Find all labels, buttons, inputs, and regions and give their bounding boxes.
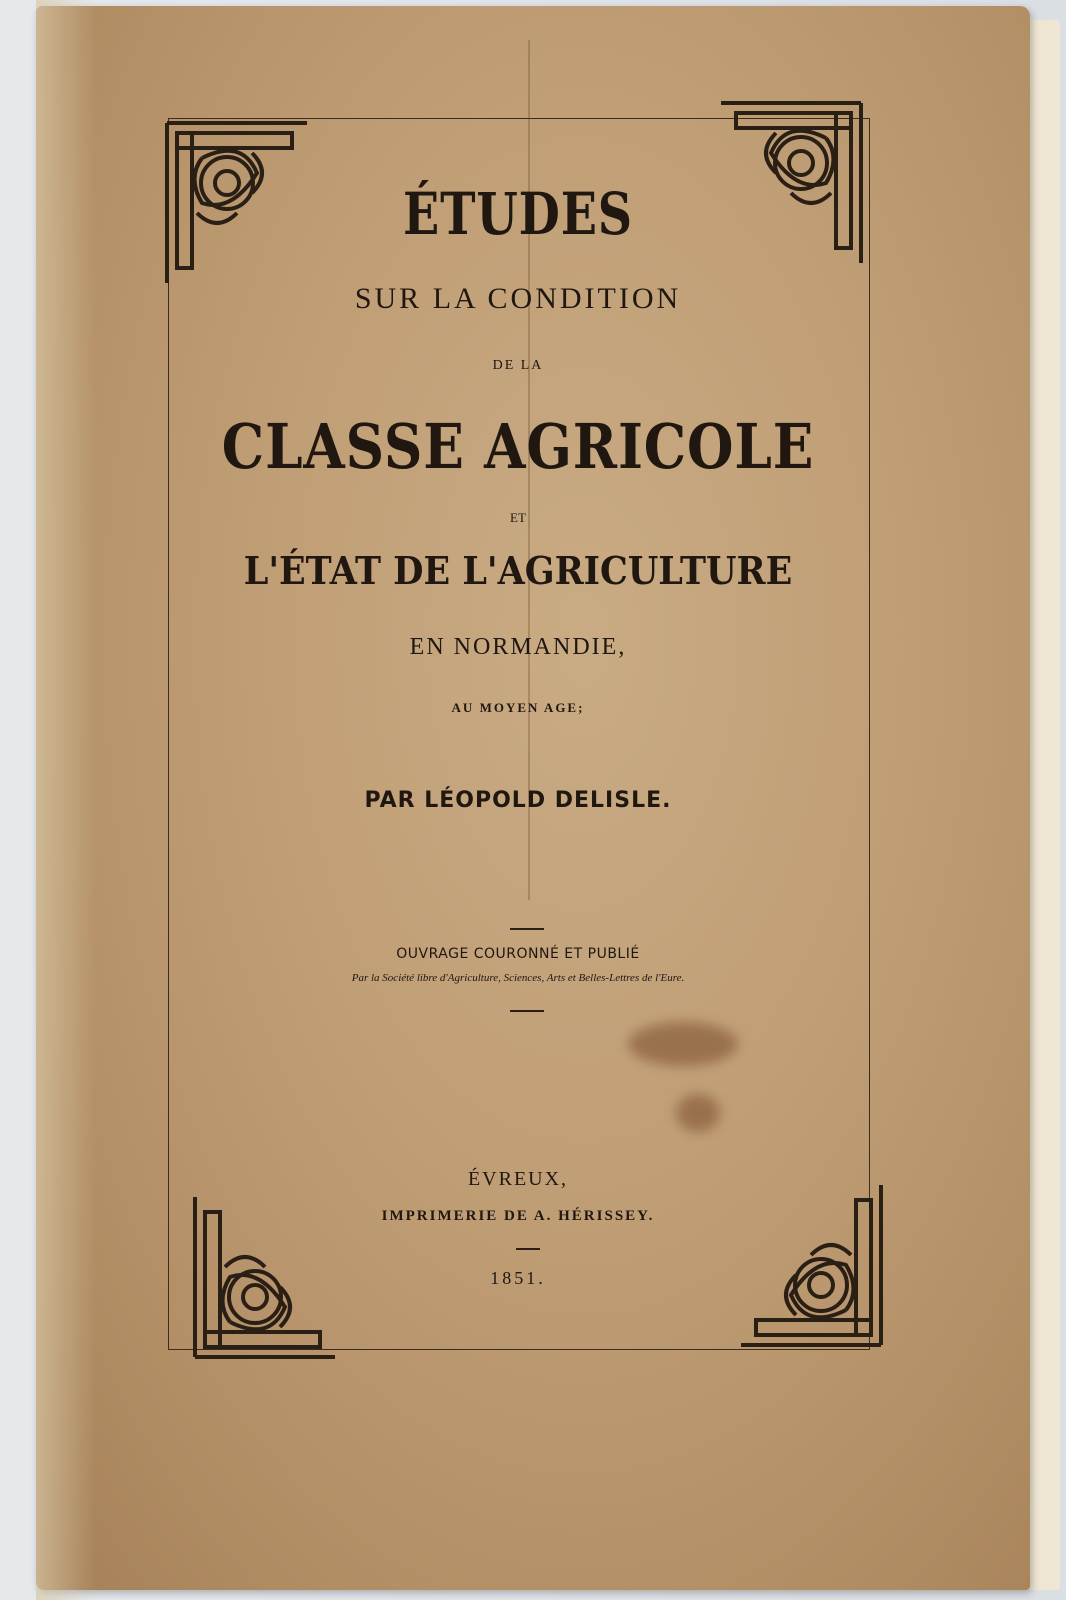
imprint-city: ÉVREUX, (467, 1168, 569, 1190)
title-sur-la-condition: SUR LA CONDITION (354, 282, 682, 315)
title-etat-agriculture: L'ÉTAT DE L'AGRICULTURE (243, 548, 793, 593)
divider-rule (516, 1248, 540, 1250)
title-classe-agricole: CLASSE AGRICOLE (221, 410, 815, 483)
worn-left-edge (36, 0, 96, 1600)
title-et: ET (510, 510, 526, 525)
society-line: Par la Société libre d'Agriculture, Sciences, Arts et Belles-Lettres de l'Eure. (351, 972, 685, 984)
award-line: OUVRAGE COURONNÉ ET PUBLIÉ (396, 946, 640, 962)
imprint-year: 1851. (490, 1268, 546, 1288)
imprint-printer: IMPRIMERIE DE A. HÉRISSEY. (381, 1208, 655, 1224)
title-etudes: ÉTUDES (403, 180, 633, 248)
divider-rule (510, 1010, 544, 1012)
title-en-normandie: EN NORMANDIE, (409, 634, 627, 660)
corner-ornament-icon (736, 1180, 886, 1350)
divider-rule (510, 928, 544, 930)
title-au-moyen-age: AU MOYEN AGE; (451, 700, 585, 715)
author-line: PAR LÉOPOLD DELISLE. (364, 788, 672, 813)
title-de-la: DE LA (492, 358, 544, 373)
